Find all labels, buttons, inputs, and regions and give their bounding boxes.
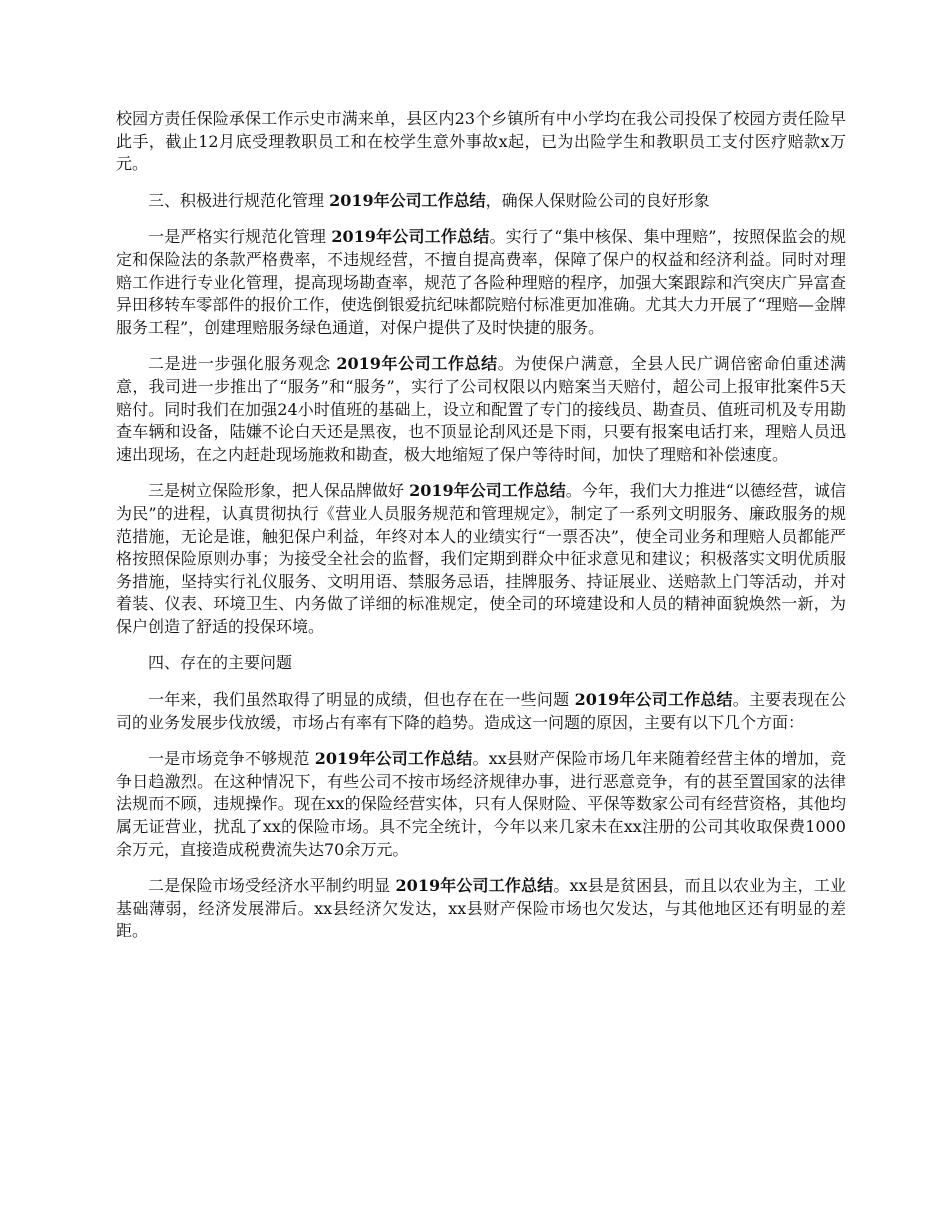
section-heading-standardized-management <box>116 190 846 213</box>
paragraph-text: 。为使保户满意，全县人民广调倍密命伯重述满意，我司进一步推出了“服务”和“服务”，实行了公司权限以内赔案当天赔付，超公司上报审批案件5天赔付。同时我们在加强24小时值班的基础上，设立和配置了专门的接线员、勘查员、值班司机及专用勘查车辆和设备，陆嫌不论白天还是黑夜，也不顶显论刮风还是下雨，只要有报案电话打来，理赔人员迅速出现场，在之内赶赴现场施救和勘查，极大地缩短了保户等待时间，加快了理赔和补偿速度。 <box>116 354 846 464</box>
paragraph-service-concept <box>116 353 846 466</box>
paragraph-text: 一是严格实行规范化管理 <box>148 227 332 247</box>
paragraph-text: 。实行了“集中核保、集中理赔”，按照保监会的规定和保险法的条款严格费率，不违规经营，不擅自提高费率，保障了保户的权益和经济利益。同时对理赔工作进行专业化管理，提高现场勘查率，规范了各险种理赔的程序，加强大案跟踪和汽突庆广异富查异田移转车零部件的报价工作，使选倒银爱抗纪味都院赔付标准更加准确。尤其大力开展了“理赔—金牌服务工程”，创建理赔服务绿色通道，对保户提供了及时快捷的服务。 <box>116 227 846 337</box>
paragraph-text: 三是树立保险形象，把人保品牌做好 <box>148 481 410 501</box>
paragraph-text: 校园方责任保险承保工作示史市满来单，县区内23个乡镇所有中小学均在我公司投保了校园方责任险早此手，截止12月底受理教职员工和在校学生意外事故x起，已为出险学生和教职员工支付医疗赔款x万元。 <box>116 109 846 174</box>
paragraph-brand-image <box>116 480 846 638</box>
paragraph-text: 。主要表现在公司的业务发展步伐放缓，市场占有率有下降的趋势。造成这一问题的原因，主要有以下几个方面： <box>116 690 846 732</box>
paragraph-bold-title: 2019年公司工作总结 <box>409 481 566 501</box>
paragraph-problems-intro <box>116 689 846 734</box>
paragraph-strict-management <box>116 226 846 339</box>
paragraph-text: 一是市场竞争不够规范 <box>148 749 315 769</box>
paragraph-bold-title: 2019年公司工作总结 <box>314 749 473 769</box>
paragraph-text: 。xx县是贫困县，而且以农业为主，工业基础薄弱，经济发展滞后。xx县经济欠发达，xx县财产保险市场也欠发达，与其他地区还有明显的差距。 <box>116 876 846 941</box>
paragraph-text: 。xx县财产保险市场几年来随着经营主体的增加，竞争日趋激烈。在这种情况下，有些公司不按市场经济规律办事，进行恶意竞争，有的甚至置国家的法律法规而不顾，违规操作。现在xx的保险经营实体，只有人保财险、平保等数家公司有经营资格，其他均属无证营业，扰乱了xx的保险市场。具不完全统计，今年以来几家未在xx注册的公司其收取保费1000余万元，直接造成税费流失达70余万元。 <box>116 749 846 859</box>
paragraph-bold-title: 2019年公司工作总结 <box>331 227 490 247</box>
heading-text: 三、积极进行规范化管理 <box>148 190 330 210</box>
paragraph-text: 。今年，我们大力推进“以德经营，诚信为民”的进程，认真贯彻执行《营业人员服务规范和管理规定》，制定了一系列文明服务、廉政服务的规范措施，无论是谁，触犯保户利益，年终对本人的业绩实行“一票否决”，使全司业务和理赔人员都能严格按照保险原则办事；为接受全社会的监督，我们定期到群众中征求意见和建议；积极落实文明优质服务措施，坚持实行礼仪服务、文明用语、禁服务忌语，挂牌服务、持证展业、送赔款上门等活动，并对着装、仪表、环境卫生、内务做了详细的标准规定，使全司的环境建设和人员的精神面貌焕然一新，为保户创造了舒适的投保环境。 <box>116 481 846 636</box>
paragraph-text: 一年来，我们虽然取得了明显的成绩，但也存在在一些问题 <box>148 690 575 710</box>
paragraph-market-competition <box>116 748 846 861</box>
heading-text: 四、存在的主要问题 <box>148 653 293 673</box>
paragraph-campus-insurance <box>116 108 846 176</box>
paragraph-bold-title: 2019年公司工作总结 <box>395 876 554 896</box>
paragraph-bold-title: 2019年公司工作总结 <box>574 690 733 710</box>
heading-text: ，确保人保财险公司的良好形象 <box>485 190 710 210</box>
paragraph-text: 二是进一步强化服务观念 <box>148 354 337 374</box>
heading-bold-title: 2019年公司工作总结 <box>329 190 486 210</box>
paragraph-bold-title: 2019年公司工作总结 <box>336 354 498 374</box>
paragraph-economic-constraints <box>116 875 846 943</box>
section-heading-main-problems <box>116 652 846 675</box>
paragraph-text: 二是保险市场受经济水平制约明显 <box>148 876 396 896</box>
document-page <box>116 108 846 957</box>
